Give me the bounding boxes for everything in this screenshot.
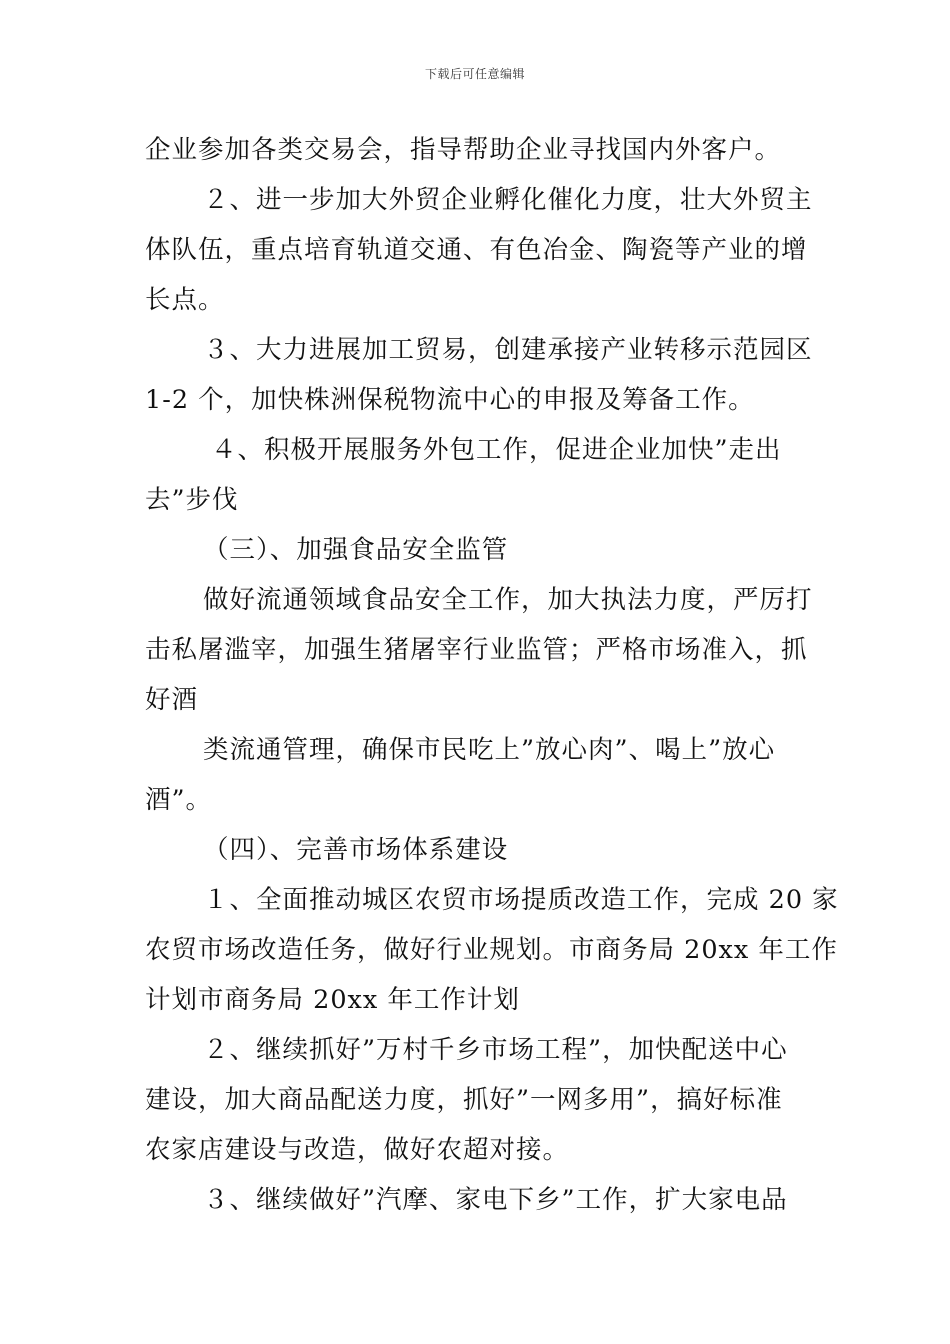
text-line: 击私屠滥宰，加强生猪屠宰行业监管；严格市场准入，抓 <box>145 635 808 665</box>
text-line: 体队伍，重点培育轨道交通、有色冶金、陶瓷等产业的增 <box>145 235 808 265</box>
text-line: ２、进一步加大外贸企业孵化催化力度，壮大外贸主 <box>203 185 813 215</box>
text-line: 长点。 <box>145 285 225 315</box>
text-line: 1-2 个，加快株洲保税物流中心的申报及筹备工作。 <box>145 385 755 415</box>
document-body <box>145 125 839 1225</box>
text-line: 企业参加各类交易会，指导帮助企业寻找国内外客户。 <box>145 135 782 165</box>
text-line: 去”步伐 <box>145 485 239 515</box>
text-line: （三）、加强食品安全监管 <box>203 535 509 565</box>
text-line: ４、积极开展服务外包工作，促进企业加快”走出 <box>211 435 782 465</box>
text-line: 做好流通领域食品安全工作，加大执法力度，严厉打 <box>203 585 813 615</box>
text-line: 建设，加大商品配送力度，抓好”一网多用”，搞好标准 <box>145 1085 783 1115</box>
text-line: （四）、完善市场体系建设 <box>203 835 509 865</box>
text-line: 计划市商务局 20xx 年工作计划 <box>145 985 520 1015</box>
text-line: 类流通管理，确保市民吃上”放心肉”、喝上”放心 <box>203 735 776 765</box>
text-line: ２、继续抓好”万村千乡市场工程”，加快配送中心 <box>203 1035 788 1065</box>
text-line: １、全面推动城区农贸市场提质改造工作，完成 20 家 <box>203 885 839 915</box>
text-line: 酒”。 <box>145 785 213 815</box>
text-line: ３、大力进展加工贸易，创建承接产业转移示范园区 <box>203 335 813 365</box>
text-line: ３、继续做好”汽摩、家电下乡”工作，扩大家电品 <box>203 1185 788 1215</box>
text-line: 农家店建设与改造，做好农超对接。 <box>145 1135 570 1165</box>
text-line: 农贸市场改造任务，做好行业规划。市商务局 20xx 年工作 <box>145 935 838 965</box>
text-line: 好酒 <box>145 685 199 715</box>
page-header: 下载后可任意编辑 <box>424 67 525 81</box>
